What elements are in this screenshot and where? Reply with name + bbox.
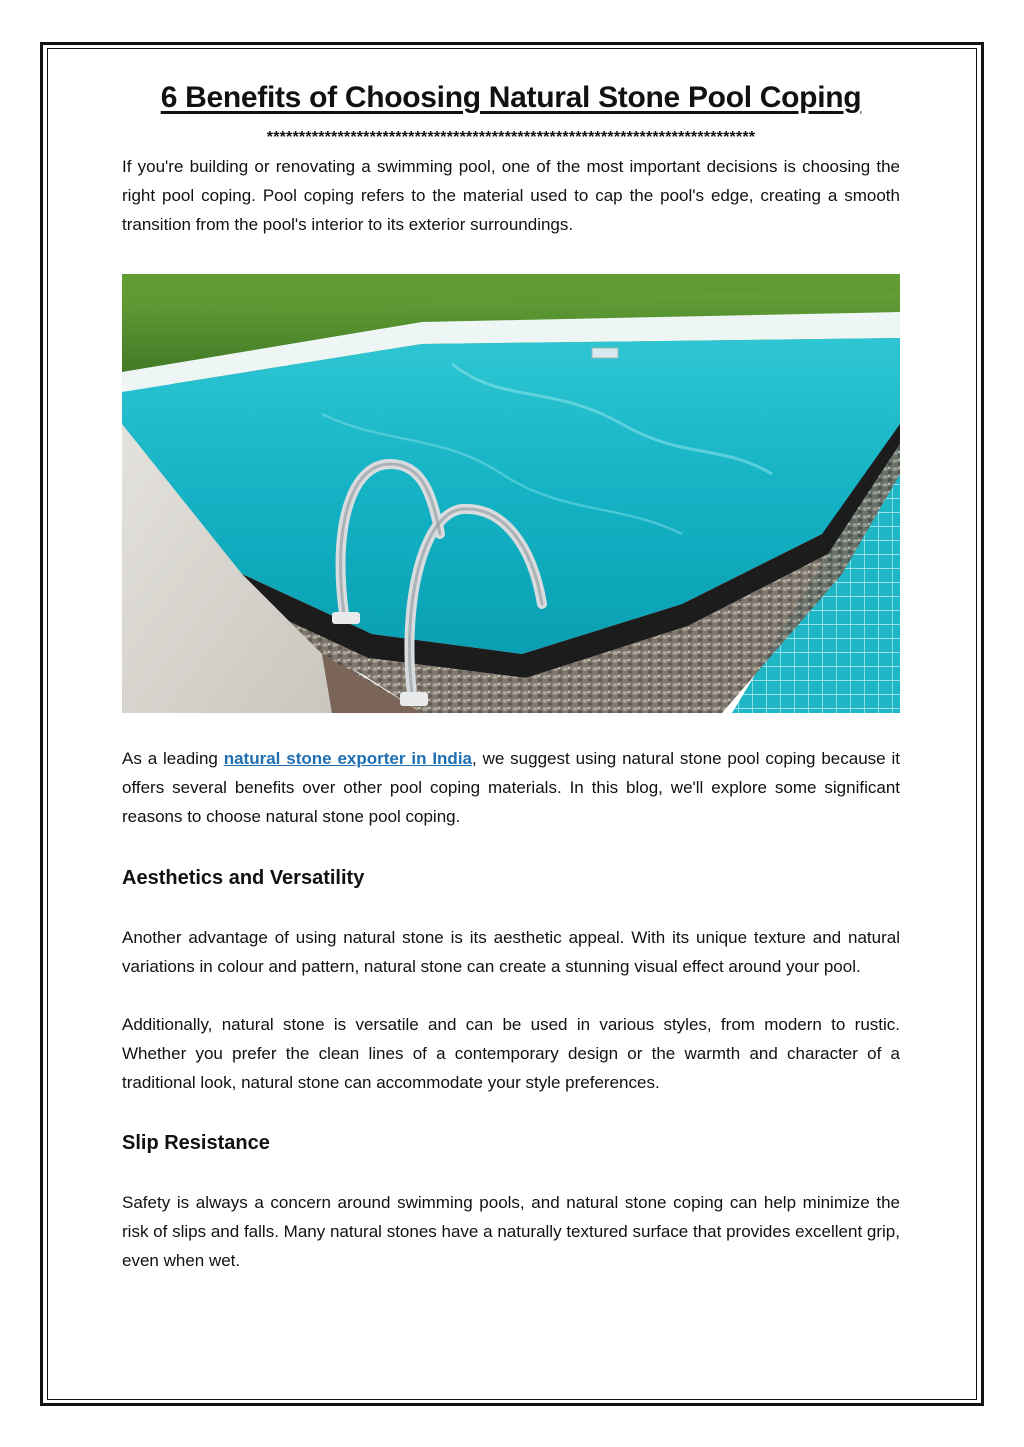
exporter-text-before: As a leading bbox=[122, 749, 224, 768]
exporter-text-after: , we suggest using natural stone pool coping because it offers several benefits over other pool coping materials. In this blog, we'll explore some significant reasons to choose natural stone pool coping. bbox=[122, 749, 900, 826]
article bbox=[122, 78, 900, 1275]
article-title: 6 Benefits of Choosing Natural Stone Pool Coping bbox=[160, 81, 862, 114]
heading-aesthetics: Aesthetics and Versatility bbox=[122, 867, 365, 889]
title-divider: **************************************************************************** bbox=[266, 130, 756, 146]
aesthetics-paragraph-1: Another advantage of using natural stone is its aesthetic appeal. With its unique texture and natural variations in colour and pattern, natural stone can create a stunning visual effect around your pool. bbox=[122, 928, 900, 976]
aesthetics-paragraph-2: Additionally, natural stone is versatile and can be used in various styles, from modern to rustic. Whether you prefer the clean lines of a contemporary design or the warmth and character of a traditional look, natural stone can accommodate your style preferences. bbox=[122, 1015, 900, 1092]
intro-paragraph: If you're building or renovating a swimming pool, one of the most important decisions is choosing the right pool coping. Pool coping refers to the material used to cap the pool's edge, creating a smooth transition from the pool's interior to its exterior surroundings. bbox=[122, 157, 900, 234]
pool-photo bbox=[122, 274, 900, 713]
natural-stone-exporter-link[interactable]: natural stone exporter in India bbox=[223, 749, 472, 768]
exporter-paragraph bbox=[122, 744, 900, 831]
heading-slip-resistance: Slip Resistance bbox=[122, 1132, 270, 1154]
slip-paragraph-1: Safety is always a concern around swimming pools, and natural stone coping can help minimize the risk of slips and falls. Many natural stones have a naturally textured surface that provides excellent grip, even when wet. bbox=[122, 1193, 900, 1270]
